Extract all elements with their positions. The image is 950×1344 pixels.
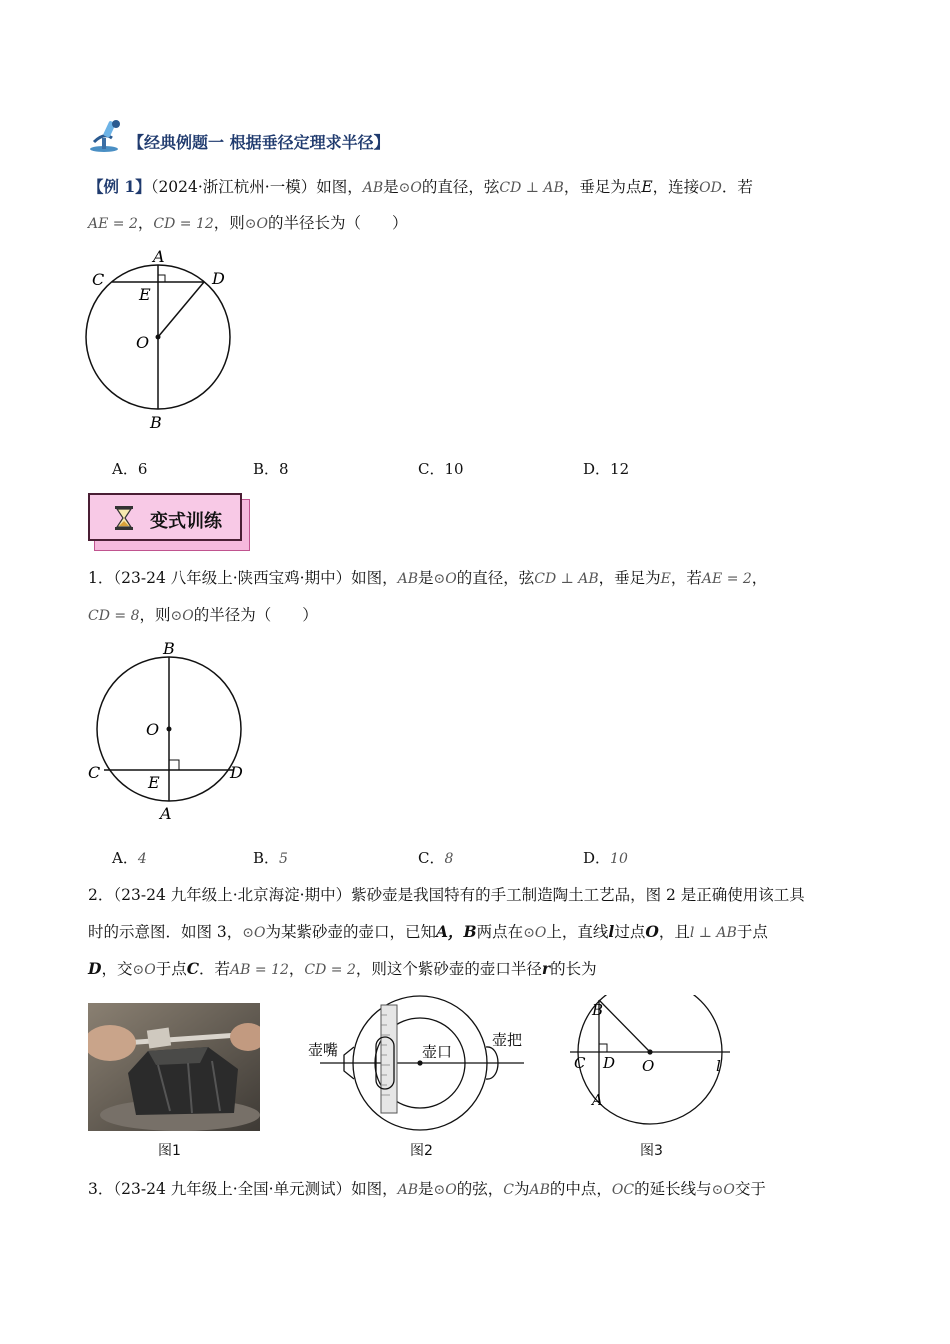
label-a: A (592, 1091, 603, 1109)
q1-line2: CD = 8，则⊙O的半径为（ ） (88, 606, 318, 624)
label-d: D (230, 763, 243, 782)
segment-od (158, 282, 204, 337)
label-d: D (212, 269, 225, 288)
figure1-photo (88, 1003, 260, 1131)
hourglass-icon (112, 505, 136, 531)
right-angle-mark (169, 760, 179, 770)
caption-figure2: 图2 (410, 1143, 433, 1159)
microscope-icon (86, 118, 126, 154)
label-c: C (88, 763, 101, 782)
example1-option-a[interactable]: A．6 (112, 460, 148, 478)
right-angle-mark (599, 1044, 607, 1052)
label-o: O (146, 720, 160, 739)
label-handle: 壶把 (492, 1031, 523, 1049)
caption-figure3: 图3 (640, 1143, 663, 1159)
q2-line1: 2．（23-24 九年级上·北京海淀·期中）紫砂壶是我国特有的手工制造陶土工艺品，图 2 是正确使用该工具 (88, 886, 805, 904)
label-b: B (163, 639, 175, 658)
q3-line1: 3．（23-24 九年级上·全国·单元测试）如图，AB是⊙O的弦，C为AB的中点，OC的延长线与⊙O交于 (88, 1180, 766, 1198)
figure2-diagram (302, 995, 542, 1140)
label-o: O (136, 333, 150, 352)
q2-line3: D，交⊙O于点C．若AB = 12，CD = 2，则这个紫砂壶的壶口半径r的长为 (88, 959, 597, 978)
right-angle-mark (158, 275, 165, 282)
label-a: A (160, 804, 172, 823)
example1-line2: AE = 2，CD = 12，则⊙O的半径长为（ ） (88, 214, 408, 232)
figure3-diagram (566, 995, 736, 1140)
example1-option-c[interactable]: C．10 (418, 460, 464, 478)
q1-line1: 1．（23-24 八年级上·陕西宝鸡·期中）如图，AB是⊙O的直径，弦CD ⊥ AB，垂足为E，若AE = 2， (88, 569, 768, 587)
q2-line2: 时的示意图．如图 3，⊙O为某紫砂壶的壶口，已知A，B两点在⊙O上，直线l过点O，且l ⊥ AB于点 (88, 922, 768, 941)
label-b: B (592, 1001, 604, 1019)
q1-diagram (84, 636, 254, 826)
label-mouth: 壶口 (422, 1043, 453, 1061)
badge-label: 变式训练 (150, 511, 222, 532)
label-l: l (716, 1057, 721, 1075)
q1-option-b[interactable]: B．5 (253, 849, 288, 867)
label-a: A (153, 247, 165, 266)
label-c: C (574, 1054, 586, 1072)
example1-diagram (84, 244, 244, 434)
label-e: E (148, 773, 160, 792)
caption-figure1: 图1 (158, 1143, 181, 1159)
q1-option-a[interactable]: A．4 (112, 849, 147, 867)
q1-option-c[interactable]: C．8 (418, 849, 454, 867)
example1-option-d[interactable]: D．12 (583, 460, 630, 478)
label-e: E (139, 285, 151, 304)
example1-line1: 【例 1】（2024·浙江杭州·一模）如图，AB是⊙O的直径，弦CD ⊥ AB，垂足为点E，连接OD．若 (88, 177, 753, 196)
example1-option-b[interactable]: B．8 (253, 460, 289, 478)
label-b: B (150, 413, 162, 432)
q1-option-d[interactable]: D．10 (583, 849, 628, 867)
practice-badge (88, 493, 248, 549)
label-o: O (642, 1057, 655, 1075)
label-spout: 壶嘴 (308, 1041, 339, 1059)
section-heading: 【经典例题一 根据垂径定理求半径】 (128, 133, 390, 152)
label-d: D (603, 1054, 616, 1072)
center-point (156, 335, 161, 340)
center-point (167, 727, 172, 732)
label-c: C (92, 270, 105, 289)
